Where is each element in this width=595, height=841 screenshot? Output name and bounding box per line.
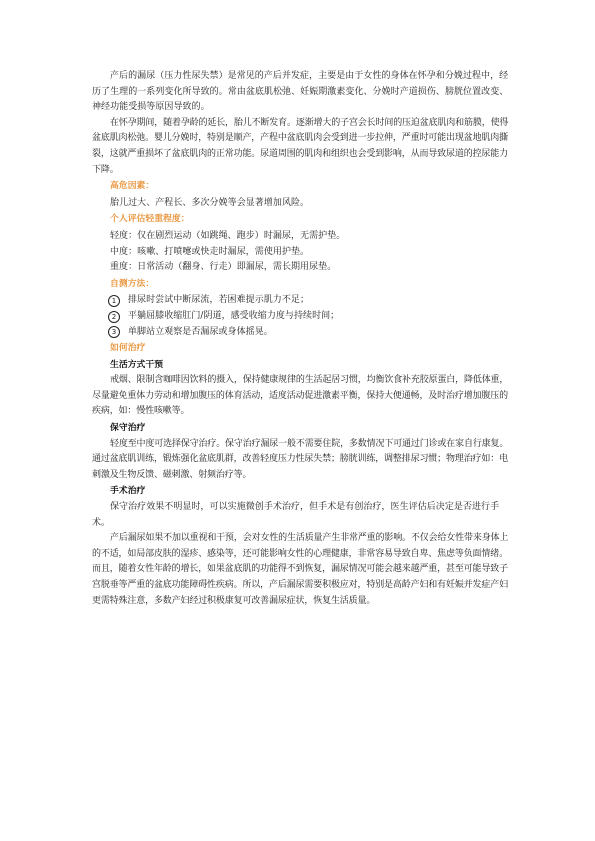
article-body [92, 69, 510, 609]
self-test-step [108, 325, 510, 341]
lifestyle-heading: 生活方式干预 [110, 359, 164, 370]
treatment-heading: 如何治疗 [110, 343, 146, 354]
lifestyle-text: 戒烟、限制含咖啡因饮料的摄入，保持健康规律的生活起居习惯，均衡饮食补充胶原蛋白，降低体重，尽量避免重体力劳动和增加腹压的体育活动，适度活动促进激素平衡，保持大便通畅，及时治疗增加腹压的疾病，如：慢性咳嗽等。 [92, 375, 509, 417]
self-test-step-text: 平躺屈膝收缩肛门/阴道，感受收缩力度与持续时间； [128, 310, 340, 321]
circled-number-2-icon: 2 [108, 311, 120, 323]
severity-mild: 轻度：仅在剧烈运动（如跳绳、跑步）时漏尿，无需护垫。 [110, 230, 346, 241]
surgery-heading: 手术治疗 [110, 486, 146, 497]
self-test-heading: 自测方法： [110, 278, 155, 289]
severity-heading: 个人评估轻重程度： [110, 214, 190, 225]
conservative-text: 轻度至中度可选择保守治疗。保守治疗漏尿一般不需要住院，多数情况下可通过门诊或在家自行康复。通过盆底肌训练，锻炼强化盆底肌群，改善轻度压力性尿失禁；膀胱训练，调整排尿习惯；物理治疗如：电刺激及生物反馈、磁刺激、射频治疗等。 [92, 438, 509, 480]
circled-number-1-icon: 1 [108, 295, 120, 307]
intro-paragraph-2: 在怀孕期间，随着孕龄的延长，胎儿不断发育。逐渐增大的子宫会长时间的压迫盆底肌肉和筋膜，使得盆底肌肉松弛。婴儿分娩时，特别是顺产，产程中盆底肌肉会受到进一步拉伸，严重时可能出现盆地肌肉撕裂，这就严重损坏了盆底肌肉的正常功能。尿道周围的肌肉和组织也会受到影响，从而导致尿道的控尿能力下降。 [92, 117, 509, 175]
conservative-heading: 保守治疗 [110, 423, 146, 434]
severity-moderate: 中度：咳嗽、打喷嚏或快走时漏尿，需使用护垫。 [110, 246, 310, 257]
severity-severe: 重度：日常活动（翻身、行走）即漏尿，需长期用尿垫。 [110, 262, 337, 273]
self-test-step [108, 293, 510, 309]
self-test-step [108, 309, 510, 325]
circled-number-3-icon: 3 [108, 326, 120, 338]
self-test-step-text: 排尿时尝试中断尿流，若困难提示肌力不足； [128, 295, 310, 306]
intro-paragraph-1: 产后的漏尿（压力性尿失禁）是常见的产后并发症，主要是由于女性的身体在怀孕和分娩过程中，经历了生理的一系列变化所导致的。常由盆底肌松弛、妊娠期激素变化、分娩时产道损伤、膀胱位置改变、神经功能受损等原因导致的。 [92, 71, 509, 113]
closing-paragraph: 产后漏尿如果不加以重视和干预，会对女性的生活质量产生非常严重的影响。不仅会给女性带来身体上的不适，如局部皮肤的湿疹、感染等，还可能影响女性的心理健康，非常容易导致自卑、焦虑等负面情绪。而且，随着女性年龄的增长，如果盆底肌的功能得不到恢复，漏尿情况可能会越来越严重，甚至可能导致子宫脱垂等严重的盆底功能障碍性疾病。所以，产后漏尿需要积极应对，特别是高龄产妇和有妊娠并发症产妇更需特殊注意，多数产妇经过积极康复可改善漏尿症状，恢复生活质量。 [92, 533, 509, 606]
risk-factors-heading: 高危因素： [110, 181, 155, 192]
self-test-step-text: 单脚站立观察是否漏尿或身体摇晃。 [128, 326, 273, 337]
risk-factors-text: 胎儿过大、产程长、多次分娩等会显著增加风险。 [110, 197, 310, 208]
surgery-text: 保守治疗效果不明显时，可以实施微创手术治疗，但手术是有创治疗，医生评估后决定是否进行手术。 [92, 502, 500, 528]
